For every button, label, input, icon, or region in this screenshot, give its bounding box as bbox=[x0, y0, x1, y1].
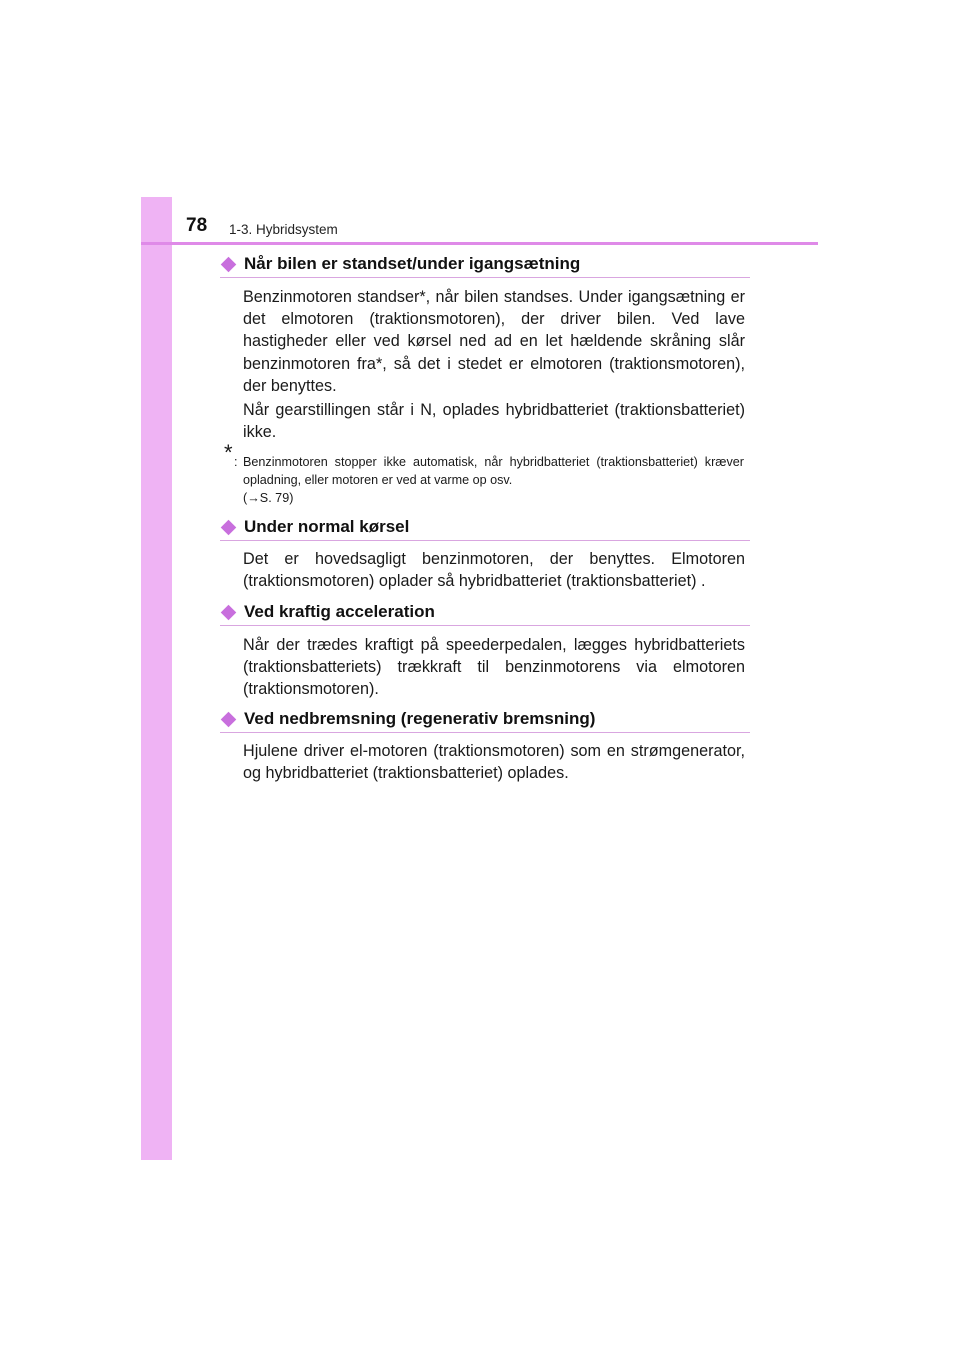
body-paragraph: Hjulene driver el-motoren (traktionsmotoren) som en strømgenerator, og hybridbatteriet (traktionsbatteriet) oplades. bbox=[243, 742, 745, 783]
diamond-bullet-icon bbox=[221, 711, 237, 727]
body-paragraph: Det er hovedsagligt benzinmotoren, der benyttes. Elmotoren (traktionsmotoren) oplader så hybridbatteriet (traktionsbatteriet) . bbox=[243, 550, 745, 591]
section-heading-text: Under normal kørsel bbox=[244, 517, 410, 536]
section-heading bbox=[220, 254, 750, 278]
section-heading bbox=[220, 709, 750, 733]
diamond-bullet-icon bbox=[221, 256, 237, 272]
body-paragraph: Når der trædes kraftigt på speederpedalen, lægges hybridbatteriets (traktionsbatteriets) trækkraft til benzinmotorens via elmotoren (traktionsmotoren). bbox=[243, 636, 745, 699]
diamond-bullet-icon bbox=[221, 519, 237, 535]
body-paragraph: Når gearstillingen står i N, oplades hybridbatteriet (traktionsbatteriet) ikke. bbox=[243, 401, 745, 442]
section-heading bbox=[220, 602, 750, 626]
body-paragraph: Benzinmotoren standser*, når bilen standses. Under igangsætning er det elmotoren (traktionsmotoren), der driver bilen. Ved lave hastigheder eller ved kørsel ned ad en let hældende skråning slår benzinmotoren fra*, så det i stedet er elmotoren (traktionsmotoren), der benyttes. bbox=[243, 288, 745, 395]
page-number: 78 bbox=[186, 215, 208, 236]
section-heading bbox=[220, 517, 750, 541]
footnote-text: Benzinmotoren stopper ikke automatisk, når hybridbatteriet (traktionsbatteriet) kræver opladning, eller motoren er ved at varme op osv. bbox=[243, 455, 744, 487]
header-rule bbox=[141, 242, 818, 245]
diamond-bullet-icon bbox=[221, 604, 237, 620]
section-heading-text: Ved kraftig acceleration bbox=[244, 602, 435, 621]
footnote-page-reference: (→S. 79) bbox=[243, 491, 294, 505]
side-tab-strip bbox=[141, 197, 172, 1160]
footnote bbox=[224, 440, 744, 507]
footnote-asterisk: * bbox=[224, 440, 233, 465]
section-reference: 1-3. Hybridsystem bbox=[229, 222, 338, 237]
footnote-colon: : bbox=[234, 455, 238, 469]
section-heading-text: Ved nedbremsning (regenerativ bremsning) bbox=[244, 709, 596, 728]
section-heading-text: Når bilen er standset/under igangsætning bbox=[244, 254, 581, 273]
